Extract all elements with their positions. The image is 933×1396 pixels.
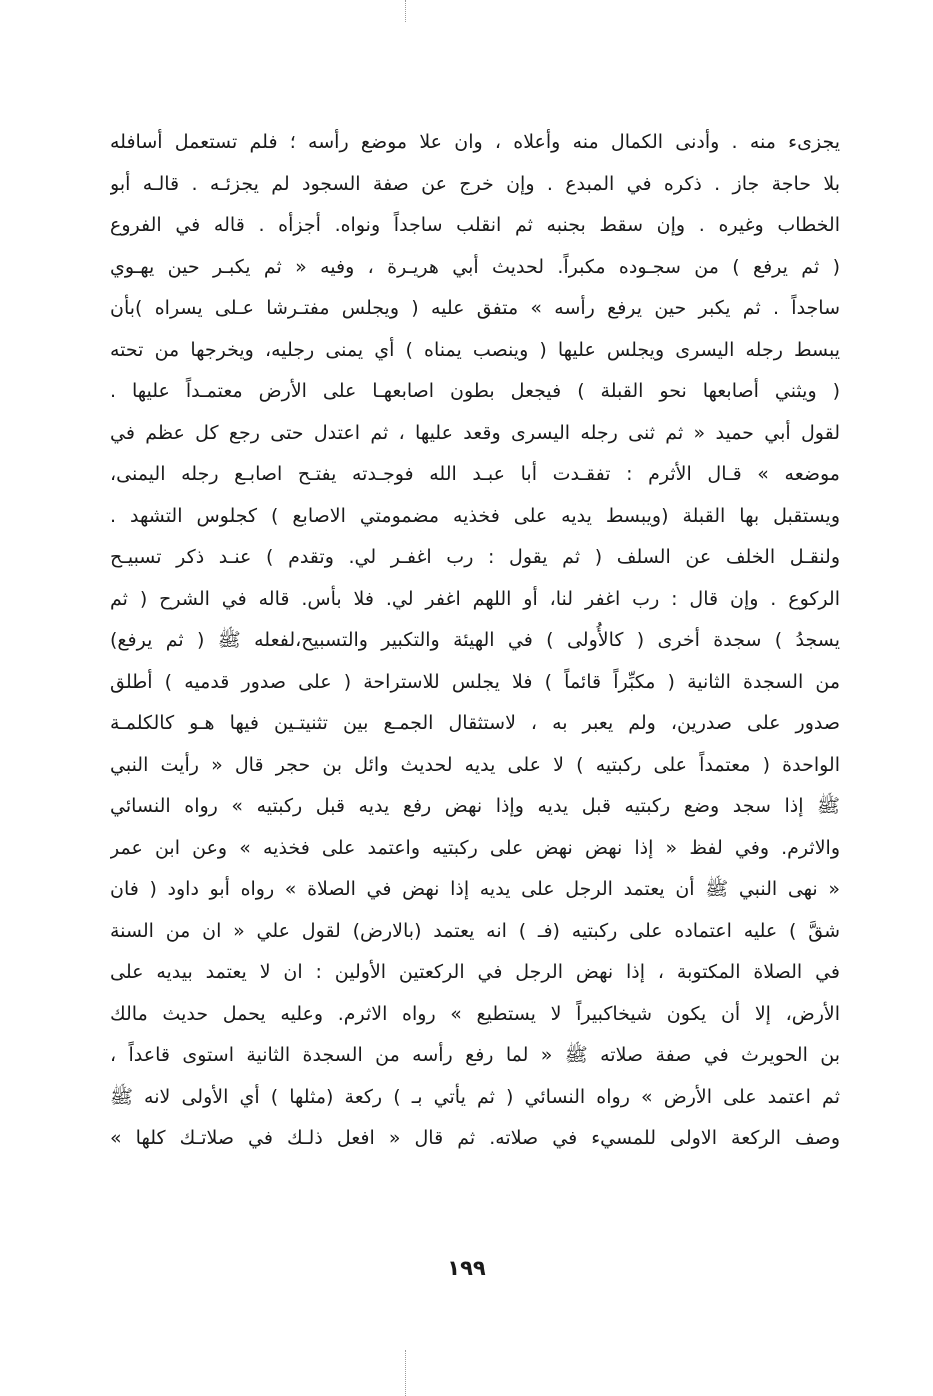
text-line: يبسط رجله اليسرى ويجلس عليها ( وينصب يمناه ) أي يمنى رجليه، ويخرجها من تحته <box>110 338 840 361</box>
text-line: الخطاب وغيره . وإن سقط بجنبه ثم انقلب ساجداً ونواه. أجزأه . قاله في الفروع <box>110 214 840 236</box>
text-line: ساجداً . ثم يكبر حين يرفع رأسه » متفق عليه ( ويجلس مفتـرشا عـلى يسراه )بأن <box>110 297 840 319</box>
text-line: ولنقـل الخلف عن السلف ( ثم يقول : رب اغفـر لي. وتقدم ) عنـد ذكر تسبيـح <box>110 546 840 568</box>
scan-artifact-top <box>405 0 407 22</box>
text-line: بلا حاجة جاز . ذكره في المبدع . وإن خرج عن صفة السجود لم يجزئـه . قالـه أبو <box>110 172 840 195</box>
text-line: من السجدة الثانية ( مكبِّراً قائماً ) فلا يجلس للاستراحة ( على صدور قدميه ) أطلق <box>110 670 840 693</box>
scan-artifact-bottom <box>405 1350 407 1396</box>
text-line: ثم اعتمد على الأرض » رواه النسائي ( ثم يأتي بـ ) ركعة (مثلها ) أي الأولى لانه ﷺ <box>110 1085 840 1108</box>
text-line: « نهى النبي ﷺ أن يعتمد الرجل على يديه إذا نهض في الصلاة » رواه أبو داود ( فان <box>110 878 840 900</box>
text-line: بن الحويرث في صفة صلاته ﷺ « لما رفع رأسه من السجدة الثانية استوى قاعداً ، <box>110 1044 840 1066</box>
text-line: الأرض، إلا أن يكون شيخاكبيراً لا يستطيع » رواه الاثرم. وعليه يحمل حديث مالك <box>110 1002 840 1025</box>
page-number: ١٩٩ <box>447 1256 486 1280</box>
text-line: والاثرم. وفي لفظ « إذا نهض نهض على ركبتيه واعتمد على فخذيه » وعن ابن عمر <box>110 836 840 859</box>
text-line: الركوع . وإن قال : رب اغفر لنا، أو اللهم اغفر لي. فلا بأس. قاله في الشرح ( ثم <box>110 587 840 610</box>
body-text <box>110 122 840 1160</box>
text-line: ( ويثني أصابعها نحو القبلة ) فيجعل بطون اصابعهـا على الأرض معتمـداً عليها . <box>110 380 840 402</box>
text-line: ويستقبل بها القبلة (ويبسط يديه على فخذيه مضمومتي الاصابع ) كجلوس التشهد . <box>110 504 840 527</box>
text-line: يجزىء منه . وأدنى الكمال منه وأعلاه ، وان علا موضع رأسه ؛ فلم تستعمل أسافله <box>110 131 840 153</box>
text-line: ﷺ إذا سجد وضع ركبتيه قبل يديه وإذا نهض رفع يديه قبل ركبتيه » رواه النسائي <box>110 795 840 817</box>
text-line: الواحدة ( معتمداً على ركبتيه ) لا على يديه لحديث وائل بن حجر قال « رأيت النبي <box>110 753 840 776</box>
text-line: لقول أبي حميد « ثم ثنى رجله اليسرى وقعد عليها ، ثم اعتدل حتى رجع كل عظم في <box>110 421 840 444</box>
text-line: وصف الركعة الاولى للمسيء في صلاته. ثم قال « افعل ذلـك في صلاتـك كلها » <box>110 1127 840 1149</box>
text-line: ( ثم يرفع ) من سجـوده مكبراً. لحديث أبي هريـرة ، وفيه « ثم يكبـر حين يهـوي <box>110 255 840 278</box>
text-line: في الصلاة المكتوبة ، إذا نهض الرجل في الركعتين الأولين : ان لا يعتمد بيديه على <box>110 961 840 983</box>
text-line: يسجدُ ) سجدة أخرى ( كالأُولى ) في الهيئة والتكبير والتسبيح،لفعله ﷺ ( ثم يرفع) <box>110 629 840 651</box>
text-line: صدور على صدرين، ولم يعبر به ، لاستثقال الجمـع بين تثنيتـين فيها هـو كالكلمـة <box>110 712 840 734</box>
text-line: موضعه » قـال الأثرم : تفقـدت أبا عبـد الله فوجـدته يفتـح اصابـع رجله اليمنى، <box>110 463 840 485</box>
text-line: شقَّ ) عليه اعتماده على ركبتيه (فـ ) انه يعتمد (بالارض) لقول علي « ان من السنة <box>110 919 840 942</box>
